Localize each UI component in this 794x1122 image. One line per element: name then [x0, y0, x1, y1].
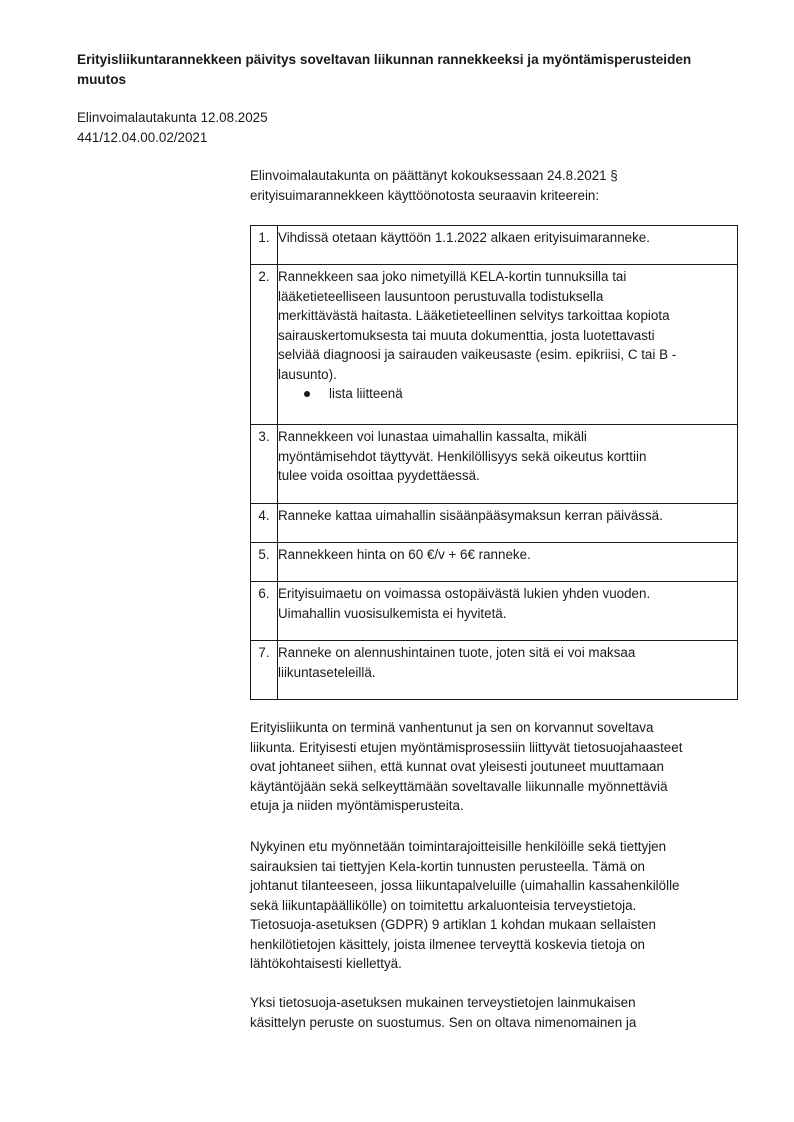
criterion-line: selviää diagnoosi ja sairauden vaikeusaste (esim. epikriisi, C tai B - — [278, 347, 677, 362]
criterion-line: Uimahallin vuosisulkemista ei hyvitetä. — [278, 605, 507, 621]
bullet-list-item — [278, 384, 737, 404]
paragraph-line: sairauksien tai tiettyjen Kela-kortin tunnusten perusteella. Tämä on — [250, 858, 645, 874]
document-title: Erityisliikuntarannekkeen päivitys soveltavan liikunnan rannekkeeksi ja myöntämisperusteiden muutos — [77, 52, 692, 87]
paragraph-line: henkilötietojen käsittely, joista ilmenee terveyttä koskevia tietoja on — [250, 936, 645, 952]
criteria-table — [250, 225, 738, 700]
criterion-number: 6. — [251, 582, 278, 641]
paragraph-line: käytäntöjään sekä selkeyttämään soveltavalle liikunnalle myönnettäviä — [250, 778, 668, 794]
bullet-icon — [304, 391, 310, 397]
paragraph-line: Erityisliikunta on terminä vanhentunut ja sen on korvannut soveltava — [250, 720, 654, 735]
meeting-info: Elinvoimalautakunta 12.08.2025 — [77, 110, 268, 125]
intro-line: Elinvoimalautakunta on päättänyt kokouksessaan 24.8.2021 § — [250, 168, 618, 183]
criterion-line: Rannekkeen hinta on 60 €/v + 6€ ranneke. — [278, 547, 531, 562]
paragraph-line: käsittelyn peruste on suostumus. Sen on oltava nimenomainen ja — [250, 1014, 637, 1030]
paragraph-line: johtanut tilanteeseen, jossa liikuntapalveluille (uimahallin kassahenkilölle — [250, 878, 680, 893]
table-row — [251, 265, 738, 425]
criterion-line: sairauskertomuksesta tai muuta dokumenttia, josta luotettavasti — [278, 327, 655, 343]
criterion-line: Ranneke on alennushintainen tuote, joten sitä ei voi maksaa — [278, 645, 636, 660]
criterion-text — [278, 226, 738, 265]
criterion-line: Vihdissä otetaan käyttöön 1.1.2022 alkaen erityisuimaranneke. — [278, 230, 650, 245]
paragraph-line: ovat johtaneet siihen, että kunnat ovat yleisesti joutuneet muuttamaan — [250, 759, 664, 774]
criterion-line: Rannekkeen saa joko nimetyillä KELA-kortin tunnuksilla tai — [278, 269, 627, 284]
table-row — [251, 226, 738, 265]
paragraph-line: Yksi tietosuoja-asetuksen mukainen terveystietojen lainmukaisen — [250, 995, 636, 1010]
criterion-line: lausunto). — [278, 366, 337, 382]
paragraph-line: sekä liikuntapäällikölle) on toimitettu arkaluonteisia terveystietoja. — [250, 897, 637, 913]
criterion-text — [278, 504, 738, 543]
paragraph-line: Nykyinen etu myönnetään toimintarajoitteisille henkilöille sekä tiettyjen — [250, 839, 667, 854]
table-row — [251, 543, 738, 582]
table-row — [251, 504, 738, 543]
criterion-line: liikuntaseteleillä. — [278, 664, 376, 680]
criterion-number: 4. — [251, 504, 278, 543]
table-row — [251, 641, 738, 700]
criterion-line: Erityisuimaetu on voimassa ostopäivästä lukien yhden vuoden. — [278, 586, 651, 601]
paragraph-line: liikunta. Erityisesti etujen myöntämisprosessiin liittyvät tietosuojahaasteet — [250, 739, 683, 755]
paragraph-line: lähtökohtaisesti kiellettyä. — [250, 956, 402, 971]
criterion-line: tulee voida osoittaa pyydettäessä. — [278, 468, 480, 483]
criterion-line: Ranneke kattaa uimahallin sisäänpääsymaksun kerran päivässä. — [278, 508, 663, 523]
criterion-line: merkittävästä haitasta. Lääketieteellinen selvitys tarkoittaa kopiota — [278, 308, 670, 323]
criterion-line: Rannekkeen voi lunastaa uimahallin kassalta, mikäli — [278, 429, 587, 444]
criterion-number: 7. — [251, 641, 278, 700]
criterion-text — [278, 641, 738, 700]
criterion-line: lääketieteelliseen lausuntoon perustuvalla todistuksella — [278, 288, 604, 304]
criterion-line: myöntämisehdot täyttyvät. Henkilöllisyys sekä oikeutus korttiin — [278, 448, 647, 464]
criterion-text — [278, 582, 738, 641]
bullet-text: lista liitteenä — [329, 386, 403, 401]
paragraph-consent — [250, 993, 636, 1032]
criterion-number: 1. — [251, 226, 278, 265]
criterion-text — [278, 543, 738, 582]
criterion-number: 2. — [251, 265, 278, 425]
criterion-text — [278, 425, 738, 504]
table-row — [251, 425, 738, 504]
intro-text — [250, 166, 740, 206]
criterion-number: 5. — [251, 543, 278, 582]
intro-line: erityisuimarannekkeen käyttöönotosta seuraavin kriteerein: — [250, 188, 600, 203]
record-number: 441/12.04.00.02/2021 — [77, 130, 208, 145]
criterion-number: 3. — [251, 425, 278, 504]
paragraph-line: etuja ja niiden myöntämisperusteita. — [250, 798, 464, 813]
criterion-text — [278, 265, 738, 425]
paragraph-line: Tietosuoja-asetuksen (GDPR) 9 artiklan 1 kohdan mukaan sellaisten — [250, 917, 656, 932]
document-meta — [77, 108, 268, 148]
table-row — [251, 582, 738, 641]
paragraph-current-benefit — [250, 837, 680, 974]
paragraph-terminology — [250, 718, 682, 816]
document-body — [250, 166, 740, 700]
